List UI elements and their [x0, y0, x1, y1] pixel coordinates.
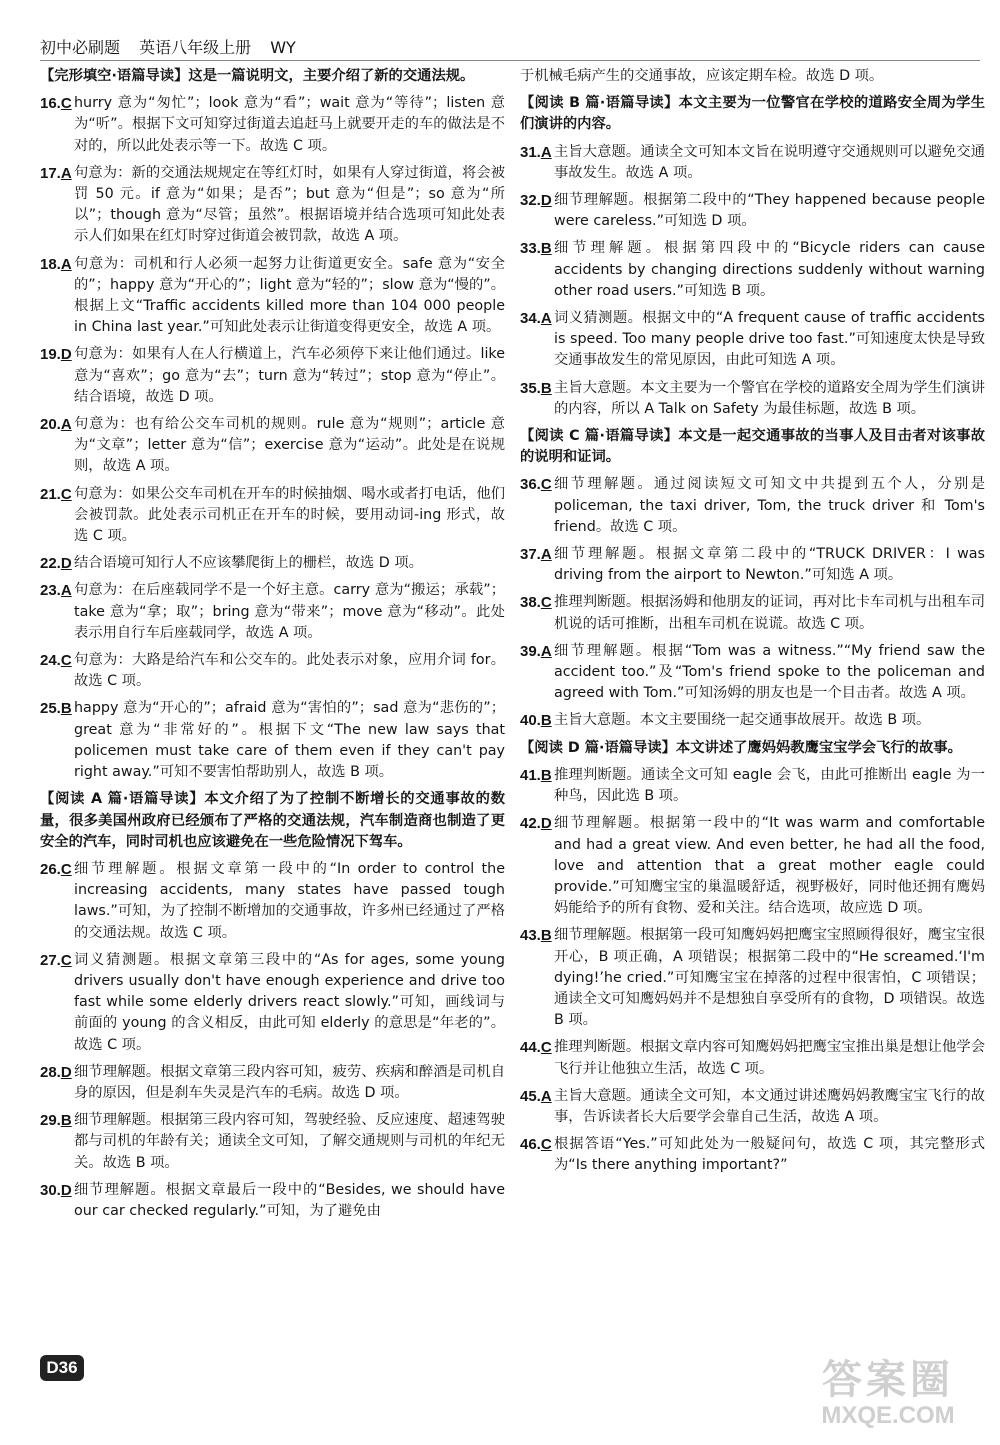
explanation-text: 句意为：如果公交车司机在开车的时候抽烟、喝水或者打电话，他们会被罚款。此处表示司机正在开车的时候，要用动词-ing 形式，故选 C 项。 — [74, 485, 505, 545]
answer-item — [520, 190, 985, 232]
explanation-text: happy 意为“开心的”；afraid 意为“害怕的”；sad 意为“悲伤的”；great 意为“非常好的”。根据下文“The new law says that policemen must take care of them even if they can't pay right away.”可知不要害怕帮助别人，故选 B 项。 — [74, 700, 505, 781]
answer-letter: C — [60, 860, 72, 878]
question-number — [520, 765, 554, 786]
answer-item — [40, 950, 505, 1056]
answer-item — [40, 698, 505, 783]
answer-letter: D — [60, 1181, 72, 1199]
answer-item — [40, 580, 505, 644]
answer-item — [520, 1037, 985, 1079]
answer-letter: B — [60, 1112, 72, 1130]
edition-label: WY — [270, 38, 296, 57]
number-label: 39. — [520, 642, 541, 660]
question-number — [40, 484, 74, 505]
question-number — [40, 254, 74, 275]
section-intro: 【阅读 D 篇·语篇导读】本文讲述了鹰妈妈教鹰宝宝学会飞行的故事。 — [520, 739, 962, 756]
explanation-text: 句意为：也有给公交车司机的规则。rule 意为“规则”；article 意为“文章”；letter 意为“信”；exercise 意为“运动”。此处是在说规则，故选 A 项。 — [74, 416, 505, 475]
section-intro: 【完形填空·语篇导读】这是一篇说明文，主要介绍了新的交通法规。 — [40, 68, 475, 84]
number-label: 43. — [520, 927, 541, 945]
answer-item — [520, 1134, 985, 1176]
answer-item — [520, 813, 985, 919]
explanation-text: 主旨大意题。通读全文可知，本文通过讲述鹰妈妈教鹰宝宝飞行的故事，告诉读者长大后要学会靠自己生活，故选 A 项。 — [554, 1087, 985, 1125]
explanation-text: 主旨大意题。本文主要围绕一起交通事故展开。故选 B 项。 — [554, 712, 931, 729]
question-number — [40, 414, 74, 435]
section-intro: 【阅读 B 篇·语篇导读】本文主要为一位警官在学校的道路安全周为学生们演讲的内容。 — [520, 95, 985, 133]
question-number — [40, 650, 74, 671]
explanation-text: 词义猜测题。根据文中的“A frequent cause of traffic accidents is speed. Too many people drive too fast.”可知速度太快是导致交通事故发生的常见原因，由此可知选 A 项。 — [554, 310, 985, 369]
question-number — [520, 378, 554, 399]
answer-letter: D — [60, 555, 72, 573]
explanation-text: 细节理解题。根据文章最后一段中的“Besides, we should have our car checked regularly.”可知，为了避免由 — [74, 1181, 505, 1219]
answer-item — [40, 553, 505, 574]
question-number — [520, 142, 554, 163]
answer-letter: C — [60, 951, 72, 969]
answer-item — [520, 308, 985, 372]
answer-letter: A — [60, 164, 72, 182]
explanation-text: 主旨大意题。通读全文可知本文旨在说明遵守交通规则可以避免交通事故发生。故选 A 项。 — [554, 143, 985, 181]
answer-letter: A — [540, 546, 552, 564]
question-number — [40, 950, 74, 971]
left-column — [40, 66, 505, 1228]
number-label: 30. — [40, 1181, 61, 1199]
page-number: D36 — [40, 1355, 84, 1381]
question-number — [520, 190, 554, 211]
question-number — [40, 1180, 74, 1201]
number-label: 33. — [520, 240, 541, 258]
explanation-text: 词义猜测题。根据文章第三段中的“As for ages, some young drivers usually don't have enough experience and drive too fast while some elderly drivers react slowly.”可知，画线词与前面的 young 的含义相反，由此可知 elderly 的意思是“年老的”。故选 C 项。 — [74, 951, 505, 1053]
question-number — [520, 641, 554, 662]
number-label: 34. — [520, 310, 541, 328]
question-number — [40, 93, 74, 114]
answer-letter: B — [540, 379, 552, 397]
explanation-text: 句意为：大路是给汽车和公交车的。此处表示对象，应用介词 for。故选 C 项。 — [74, 652, 505, 690]
explanation-text: 细节理解题。根据第四段中的“Bicycle riders can cause accidents by changing directions suddenly without warning other road users.”可知选 B 项。 — [554, 240, 985, 299]
answer-letter: C — [540, 1039, 552, 1057]
answer-item — [520, 1086, 985, 1128]
number-label: 21. — [40, 485, 61, 503]
explanation-text: 细节理解题。通过阅读短文可知文中共提到五个人，分别是 policeman, the taxi driver, Tom, the truck driver 和 Tom's friend。故选 C 项。 — [554, 476, 985, 535]
explanation-text: 细节理解题。根据“Tom was a witness.”“My friend saw the accident too.”及“Tom's friend spoke to the policeman and agreed with Tom.”可知汤姆的朋友也是一个目击者。故选 A 项。 — [554, 642, 985, 702]
number-label: 19. — [40, 346, 61, 364]
number-label: 23. — [40, 582, 61, 600]
number-label: 26. — [40, 860, 61, 878]
answer-letter: B — [60, 700, 72, 718]
number-label: 17. — [40, 164, 61, 182]
answer-letter: A — [540, 143, 552, 161]
explanation-text: 句意为：在后座载同学不是一个好主意。carry 意为“搬运；承载”；take 意为“拿；取”；bring 意为“带来”；move 意为“移动”。此处表示用自行车后座载同学，故选 A 项。 — [74, 582, 505, 641]
watermark-url: MXQE.COM — [821, 1402, 955, 1429]
answer-letter: B — [540, 712, 552, 730]
answer-item — [40, 1110, 505, 1174]
page-header — [40, 36, 980, 60]
answer-letter: B — [540, 927, 552, 945]
answer-letter: C — [540, 594, 552, 612]
number-label: 44. — [520, 1039, 541, 1057]
question-number — [520, 925, 554, 946]
answer-letter: D — [60, 1063, 72, 1081]
answer-letter: B — [540, 766, 552, 784]
number-label: 22. — [40, 555, 61, 573]
number-label: 40. — [520, 712, 541, 730]
explanation-text: 细节理解题。根据文章第二段中的“TRUCK DRIVER：I was driving from the airport to Newton.”可知选 A 项。 — [554, 546, 985, 584]
question-number — [40, 1110, 74, 1131]
explanation-text: 细节理解题。根据第二段中的“They happened because people were careless.”可知选 D 项。 — [554, 192, 985, 230]
answer-item — [40, 1062, 505, 1104]
explanation-text: 句意为：司机和行人必须一起努力让街道更安全。safe 意为“安全的”；happy 意为“开心的”；light 意为“轻的”；slow 意为“慢的”。根据上文“Traffic accidents killed more than 104 000 people in China last year.”可知此处表示让街道变得更安全，故选 A 项。 — [74, 255, 505, 336]
watermark-logo: 答案圈 — [822, 1357, 954, 1403]
number-label: 18. — [40, 255, 61, 273]
answer-item — [520, 641, 985, 705]
number-label: 35. — [520, 379, 541, 397]
number-label: 38. — [520, 594, 541, 612]
question-number — [520, 1086, 554, 1107]
right-column — [520, 66, 985, 1183]
number-label: 31. — [520, 143, 541, 161]
number-label: 29. — [40, 1112, 61, 1130]
question-number — [520, 813, 554, 834]
watermark — [798, 1358, 978, 1438]
number-label: 41. — [520, 766, 541, 784]
answer-letter: A — [540, 642, 552, 660]
number-label: 42. — [520, 815, 541, 833]
question-number — [520, 1037, 554, 1058]
number-label: 36. — [520, 476, 541, 494]
answer-item — [520, 142, 985, 184]
answer-item — [40, 414, 505, 478]
explanation-text: 推理判断题。根据汤姆和他朋友的证词，再对比卡车司机与出租车司机说的话可推断，出租车司机在说谎。故选 C 项。 — [554, 594, 985, 632]
question-number — [520, 1134, 554, 1155]
section-intro: 【阅读 C 篇·语篇导读】本文是一起交通事故的当事人及目击者对该事故的说明和证词。 — [520, 428, 985, 466]
number-label: 20. — [40, 416, 61, 434]
answer-letter: A — [540, 310, 552, 328]
answer-letter: C — [540, 476, 552, 494]
question-number — [40, 163, 74, 184]
answer-item — [40, 93, 505, 157]
answer-item — [520, 378, 985, 420]
explanation-text: 细节理解题。根据第一段中的“It was warm and comfortable and had a great view. And even better, he had all the food, love and attention that a great mother eagle could provide.”可知鹰宝宝的巢温暖舒适，视野极好，同时他还拥有鹰妈妈能给予的所有食物、爱和关注。结合选项，故应选 D 项。 — [554, 815, 985, 917]
answer-item — [40, 344, 505, 408]
answer-letter: A — [60, 582, 72, 600]
answer-item — [520, 238, 985, 302]
question-number — [40, 1062, 74, 1083]
question-number — [40, 698, 74, 719]
subject-title: 英语八年级上册 — [139, 38, 252, 57]
explanation-text: 细节理解题。根据第一段可知鹰妈妈把鹰宝宝照顾得很好，鹰宝宝很开心，B 项正确，A 项错误；根据第二段中的“He screamed.‘I'm dying!’he cried.”可知鹰宝宝在掉落的过程中很害怕，C 项错误；通读全文可知鹰妈妈并不是想独自享受所有的食物，D 项错误。故选 B 项。 — [554, 927, 985, 1029]
number-label: 32. — [520, 192, 541, 210]
number-label: 28. — [40, 1063, 61, 1081]
answer-letter: C — [60, 652, 72, 670]
answer-item — [520, 474, 985, 538]
explanation-text: 结合语境可知行人不应该攀爬街上的栅栏，故选 D 项。 — [74, 555, 423, 572]
answer-letter: C — [60, 485, 72, 503]
answer-letter: A — [540, 1087, 552, 1105]
number-label: 45. — [520, 1087, 541, 1105]
explanation-text: 根据答语“Yes.”可知此处为一般疑问句，故选 C 项，其完整形式为“Is there anything important?” — [554, 1136, 985, 1174]
question-number — [40, 580, 74, 601]
answer-letter: D — [540, 815, 552, 833]
question-number — [520, 592, 554, 613]
explanation-text: 推理判断题。根据文章内容可知鹰妈妈把鹰宝宝推出巢是想让他学会飞行并让他独立生活，故选 C 项。 — [554, 1039, 985, 1077]
answer-item — [520, 710, 985, 731]
question-number — [40, 344, 74, 365]
number-label: 25. — [40, 700, 61, 718]
answer-letter: D — [60, 346, 72, 364]
number-label: 46. — [520, 1136, 541, 1154]
question-number — [40, 553, 74, 574]
answer-item — [520, 544, 985, 586]
number-label: 16. — [40, 95, 61, 113]
answer-item — [40, 254, 505, 339]
explanation-text: 细节理解题。根据文章第一段中的“In order to control the increasing accidents, many states have passed tough laws.”可知，为了控制不断增加的交通事故，许多州已经通过了严格的交通法规。故选 C 项。 — [74, 860, 505, 941]
answer-letter: D — [540, 192, 552, 210]
question-number — [520, 474, 554, 495]
answer-item — [520, 592, 985, 634]
answer-item — [40, 484, 505, 548]
answer-item — [40, 650, 505, 692]
answer-item — [520, 925, 985, 1031]
answer-letter: C — [60, 95, 72, 113]
explanation-text: 推理判断题。通读全文可知 eagle 会飞，由此可推断出 eagle 为一种鸟，因此选 B 项。 — [554, 766, 985, 805]
answer-item — [40, 163, 505, 248]
number-label: 37. — [520, 546, 541, 564]
explanation-text: hurry 意为“匆忙”；look 意为“看”；wait 意为“等待”；listen 意为“听”。根据下文可知穿过街道去追赶马上就要开走的车的做法是不对的，所以此处表示等一下。故选 C 项。 — [74, 95, 505, 154]
question-number — [520, 544, 554, 565]
continued-text: 于机械毛病产生的交通事故，应该定期车检。故选 D 项。 — [520, 68, 884, 84]
explanation-text: 主旨大意题。本文主要为一个警官在学校的道路安全周为学生们演讲的内容，所以 A Talk on Safety 为最佳标题，故选 B 项。 — [554, 379, 985, 417]
header-rule — [40, 60, 980, 61]
explanation-text: 细节理解题。根据第三段内容可知，驾驶经验、反应速度、超速驾驶都与司机的年龄有关；通读全文可知，了解交通规则与司机的年纪无关。故选 B 项。 — [74, 1112, 505, 1171]
question-number — [520, 710, 554, 731]
explanation-text: 细节理解题。根据文章第三段内容可知，疲劳、疾病和醉酒是司机自身的原因，但是刹车失灵是汽车的毛病。故选 D 项。 — [74, 1063, 505, 1101]
question-number — [40, 859, 74, 880]
question-number — [520, 238, 554, 259]
answer-item — [40, 859, 505, 944]
answer-item — [520, 765, 985, 807]
number-label: 27. — [40, 951, 61, 969]
explanation-text: 句意为：如果有人在人行横道上，汽车必须停下来让他们通过。like 意为“喜欢”；go 意为“去”；turn 意为“转过”；stop 意为“停止”。结合语境，故选 D 项。 — [74, 346, 505, 405]
explanation-text: 句意为：新的交通法规规定在等红灯时，如果有人穿过街道，将会被罚 50 元。if 意为“如果；是否”；but 意为“但是”；so 意为“所以”；though 意为“尽管；虽然”。根据语境并结合选项可知此处表示人们如果在红灯时穿过街道会被罚款，故选 A 项。 — [74, 164, 505, 245]
answer-letter: A — [60, 416, 72, 434]
number-label: 24. — [40, 652, 61, 670]
book-title: 初中必刷题 — [40, 38, 121, 57]
answer-letter: B — [540, 240, 552, 258]
section-intro: 【阅读 A 篇·语篇导读】本文介绍了为了控制不断增长的交通事故的数量，很多美国州政府已经颁布了严格的交通法规，汽车制造商也制造了更安全的汽车，同时司机也应该避免在一些危险情况下驾车。 — [40, 791, 505, 850]
answer-letter: A — [60, 255, 72, 273]
answer-item — [40, 1180, 505, 1222]
answer-letter: C — [540, 1136, 552, 1154]
question-number — [520, 308, 554, 329]
